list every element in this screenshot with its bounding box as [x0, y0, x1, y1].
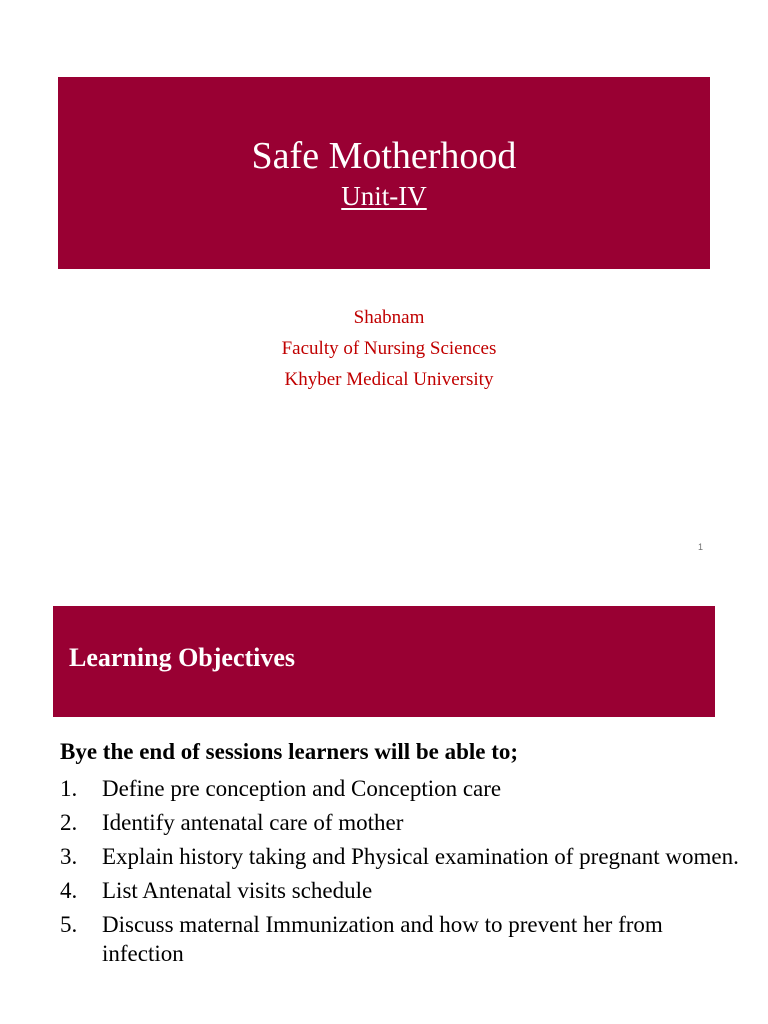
author-faculty: Faculty of Nursing Sciences	[281, 338, 497, 359]
slide-title: Safe Motherhood	[251, 135, 517, 177]
objectives-list	[60, 774, 740, 973]
objective-item	[60, 842, 740, 871]
objectives-intro: Bye the end of sessions learners will be able to;	[60, 739, 519, 764]
objective-text: Define pre conception and Conception care	[102, 776, 502, 801]
title-banner	[58, 77, 710, 269]
author-name: Shabnam	[353, 307, 425, 328]
objective-number: 5.	[60, 912, 78, 937]
objective-text: List Antenatal visits schedule	[102, 878, 373, 903]
objective-number: 2.	[60, 810, 78, 835]
author-block	[0, 302, 768, 395]
objective-item	[60, 910, 740, 968]
objective-item	[60, 808, 740, 837]
objective-text: Discuss maternal Immunization and how to prevent her from infection	[102, 912, 663, 966]
objective-item	[60, 774, 740, 803]
objective-text: Explain history taking and Physical examination of pregnant women.	[102, 844, 739, 869]
objective-item	[60, 876, 740, 905]
objective-text: Identify antenatal care of mother	[102, 810, 404, 835]
slide-number: 1	[698, 542, 704, 552]
author-university: Khyber Medical University	[284, 369, 494, 390]
objective-number: 3.	[60, 844, 78, 869]
objectives-slide	[0, 590, 768, 1024]
objective-number: 1.	[60, 776, 78, 801]
slide-subtitle: Unit-IV	[341, 181, 427, 211]
objectives-heading: Learning Objectives	[69, 643, 296, 672]
objective-number: 4.	[60, 878, 78, 903]
objectives-banner	[53, 606, 715, 717]
